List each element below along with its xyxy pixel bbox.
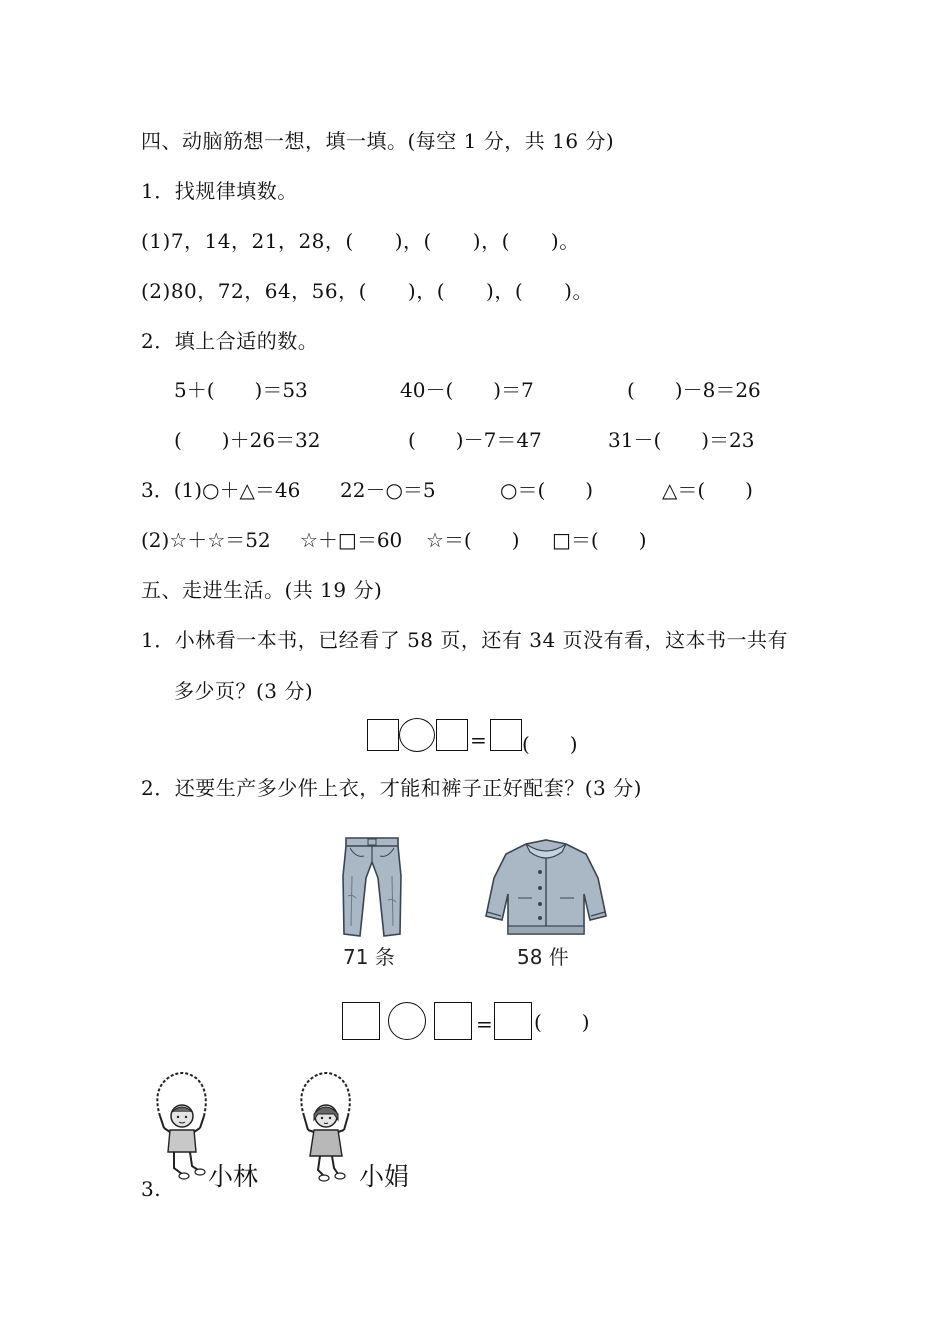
q5-1-equation	[366, 718, 596, 756]
q5-2-equation	[342, 1000, 612, 1044]
kid-name-xiaolin: 小林	[208, 1162, 259, 1191]
operator-circle[interactable]	[399, 718, 435, 752]
q4-1-title: 1．找规律填数。	[141, 179, 298, 203]
answer-unit-paren: ( )	[534, 1010, 590, 1034]
q4-3-row1-a: 3．(1)○＋△＝46	[141, 478, 301, 502]
q4-3-row2-d: □＝( )	[552, 528, 647, 552]
q5-2-text: 2．还要生产多少件上衣，才能和裤子正好配套？(3 分)	[141, 776, 642, 800]
section-5-heading: 五、走进生活。(共 19 分)	[141, 578, 383, 602]
kid-name-xiaojuan: 小娟	[359, 1162, 410, 1191]
q4-2-eq-2: 40－( )＝7	[400, 378, 534, 402]
answer-box-1[interactable]	[342, 1002, 380, 1040]
answer-box-3[interactable]	[494, 1002, 532, 1040]
kid-xiaojuan-jumprope-illustration	[294, 1070, 358, 1188]
answer-box-2[interactable]	[436, 719, 468, 751]
q4-2-eq-4: ( )＋26＝32	[174, 428, 321, 452]
equals-sign: =	[470, 728, 487, 752]
q4-2-eq-6: 31－( )＝23	[608, 428, 755, 452]
kid-xiaolin-jumprope-illustration	[150, 1070, 214, 1188]
jacket-illustration	[482, 838, 610, 942]
pants-quantity-label: 71 条	[343, 945, 395, 969]
q4-1-row1: (1)7，14，21，28，( )，( )，( )。	[141, 229, 580, 253]
q4-3-row1-d: △＝( )	[662, 478, 753, 502]
answer-box-2[interactable]	[434, 1002, 472, 1040]
q4-1-row2: (2)80，72，64，56，( )，( )，( )。	[141, 279, 593, 303]
q4-2-title: 2．填上合适的数。	[141, 329, 319, 353]
section-4-heading: 四、动脑筋想一想，填一填。(每空 1 分，共 16 分)	[141, 129, 615, 153]
q4-3-row2-c: ☆＝( )	[426, 528, 520, 552]
q5-3-number: 3.	[141, 1177, 162, 1201]
jacket-quantity-label: 58 件	[517, 945, 569, 969]
q4-2-eq-3: ( )－8＝26	[627, 378, 761, 402]
q4-3-row2-b: ☆＋□＝60	[300, 528, 403, 552]
q5-1-line2: 多少页？(3 分)	[174, 679, 314, 703]
q4-3-row1-b: 22－○＝5	[340, 478, 436, 502]
q5-1-line1: 1．小林看一本书，已经看了 58 页，还有 34 页没有看，这本书一共有	[141, 628, 789, 652]
answer-unit-paren: ( )	[522, 732, 578, 756]
q4-2-eq-5: ( )－7＝47	[408, 428, 542, 452]
equals-sign: =	[476, 1012, 493, 1036]
q4-3-row1-c: ○＝( )	[500, 478, 594, 502]
operator-circle[interactable]	[388, 1002, 426, 1040]
q4-3-row2-a: (2)☆＋☆＝52	[141, 528, 271, 552]
q4-2-eq-1: 5＋( )＝53	[174, 378, 308, 402]
pants-illustration	[338, 836, 406, 940]
answer-box-1[interactable]	[367, 719, 399, 751]
answer-box-3[interactable]	[490, 719, 522, 751]
